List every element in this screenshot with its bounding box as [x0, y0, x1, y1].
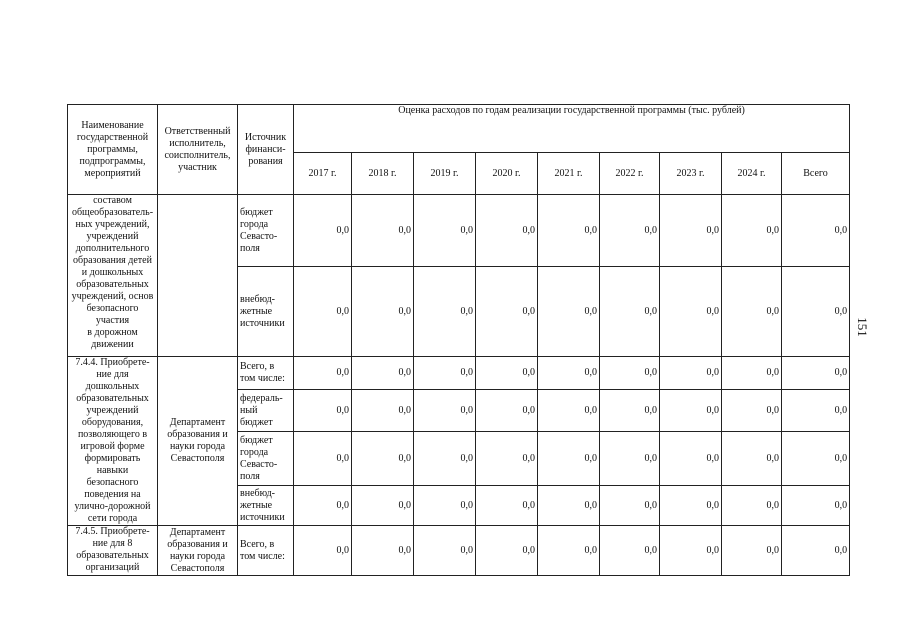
source-cell: федераль- ный бюджет [238, 390, 294, 432]
header-expense-group: Оценка расходов по годам реализации государственной программы (тыс. рублей) [294, 105, 850, 153]
header-executor-column: Ответственный исполнитель, соисполнитель, участник [158, 105, 238, 195]
header-name-column: Наименование государственной программы, подпрограммы, мероприятий [68, 105, 158, 195]
source-cell: бюджет города Севасто- поля [238, 432, 294, 486]
value-cell: 0,0 [660, 195, 722, 267]
value-cell: 0,0 [294, 432, 352, 486]
value-cell: 0,0 [414, 432, 476, 486]
value-cell: 0,0 [660, 390, 722, 432]
header-year-2021: 2021 г. [538, 153, 600, 195]
value-cell: 0,0 [414, 195, 476, 267]
value-cell: 0,0 [538, 432, 600, 486]
value-cell: 0,0 [722, 390, 782, 432]
value-cell: 0,0 [722, 195, 782, 267]
source-cell: бюджет города Севасто- поля [238, 195, 294, 267]
value-cell: 0,0 [476, 486, 538, 526]
value-cell: 0,0 [352, 432, 414, 486]
total-cell: 0,0 [782, 195, 850, 267]
value-cell: 0,0 [352, 526, 414, 576]
page-number: 151 [855, 317, 870, 337]
header-year-2017: 2017 г. [294, 153, 352, 195]
value-cell: 0,0 [722, 526, 782, 576]
value-cell: 0,0 [294, 267, 352, 357]
value-cell: 0,0 [352, 390, 414, 432]
value-cell: 0,0 [600, 267, 660, 357]
value-cell: 0,0 [600, 390, 660, 432]
value-cell: 0,0 [352, 357, 414, 390]
value-cell: 0,0 [722, 357, 782, 390]
activity-name-cell: 7.4.5. Приобрете- ние для 8 образовательных организаций [68, 526, 158, 576]
header-year-2018: 2018 г. [352, 153, 414, 195]
value-cell: 0,0 [660, 267, 722, 357]
value-cell: 0,0 [660, 357, 722, 390]
value-cell: 0,0 [600, 357, 660, 390]
value-cell: 0,0 [476, 432, 538, 486]
value-cell: 0,0 [600, 486, 660, 526]
value-cell: 0,0 [538, 195, 600, 267]
value-cell: 0,0 [722, 267, 782, 357]
source-cell: Всего, в том числе: [238, 357, 294, 390]
value-cell: 0,0 [352, 195, 414, 267]
value-cell: 0,0 [476, 390, 538, 432]
value-cell: 0,0 [722, 486, 782, 526]
value-cell: 0,0 [294, 195, 352, 267]
value-cell: 0,0 [476, 526, 538, 576]
activity-name-cell: 7.4.4. Приобрете- ние для дошкольных образовательных учреждений оборудования, позволяющего в игровой форме формировать навыки безопасного поведения на улично-дорожной сети города [68, 357, 158, 526]
value-cell: 0,0 [600, 195, 660, 267]
value-cell: 0,0 [352, 267, 414, 357]
value-cell: 0,0 [538, 390, 600, 432]
value-cell: 0,0 [476, 357, 538, 390]
value-cell: 0,0 [538, 357, 600, 390]
value-cell: 0,0 [294, 526, 352, 576]
value-cell: 0,0 [414, 486, 476, 526]
value-cell: 0,0 [538, 267, 600, 357]
header-year-2022: 2022 г. [600, 153, 660, 195]
value-cell: 0,0 [414, 357, 476, 390]
total-cell: 0,0 [782, 526, 850, 576]
header-total: Всего [782, 153, 850, 195]
value-cell: 0,0 [476, 267, 538, 357]
table-row [68, 526, 850, 576]
value-cell: 0,0 [600, 432, 660, 486]
value-cell: 0,0 [414, 526, 476, 576]
value-cell: 0,0 [294, 357, 352, 390]
value-cell: 0,0 [722, 432, 782, 486]
total-cell: 0,0 [782, 357, 850, 390]
header-year-2024: 2024 г. [722, 153, 782, 195]
executor-cell [158, 195, 238, 357]
total-cell: 0,0 [782, 432, 850, 486]
executor-cell: Департамент образования и науки города Севастополя [158, 526, 238, 576]
header-year-2023: 2023 г. [660, 153, 722, 195]
total-cell: 0,0 [782, 390, 850, 432]
value-cell: 0,0 [538, 526, 600, 576]
value-cell: 0,0 [538, 486, 600, 526]
value-cell: 0,0 [476, 195, 538, 267]
table-row [68, 195, 850, 267]
value-cell: 0,0 [600, 526, 660, 576]
total-cell: 0,0 [782, 486, 850, 526]
header-year-2020: 2020 г. [476, 153, 538, 195]
header-source-column: Источник финанси- рования [238, 105, 294, 195]
source-cell: внебюд- жетные источники [238, 267, 294, 357]
value-cell: 0,0 [294, 486, 352, 526]
table-row [68, 357, 850, 390]
source-cell: Всего, в том числе: [238, 526, 294, 576]
value-cell: 0,0 [660, 486, 722, 526]
value-cell: 0,0 [352, 486, 414, 526]
budget-table [67, 104, 850, 576]
activity-name-cell: составом общеобразователь- ных учреждений, учреждений дополнительного образования детей и дошкольных образовательных учреждений, основ безопасного участия в дорожном движении [68, 195, 158, 357]
value-cell: 0,0 [660, 432, 722, 486]
header-year-2019: 2019 г. [414, 153, 476, 195]
value-cell: 0,0 [414, 267, 476, 357]
value-cell: 0,0 [414, 390, 476, 432]
total-cell: 0,0 [782, 267, 850, 357]
value-cell: 0,0 [294, 390, 352, 432]
executor-cell: Департамент образования и науки города Севастополя [158, 357, 238, 526]
source-cell: внебюд- жетные источники [238, 486, 294, 526]
value-cell: 0,0 [660, 526, 722, 576]
